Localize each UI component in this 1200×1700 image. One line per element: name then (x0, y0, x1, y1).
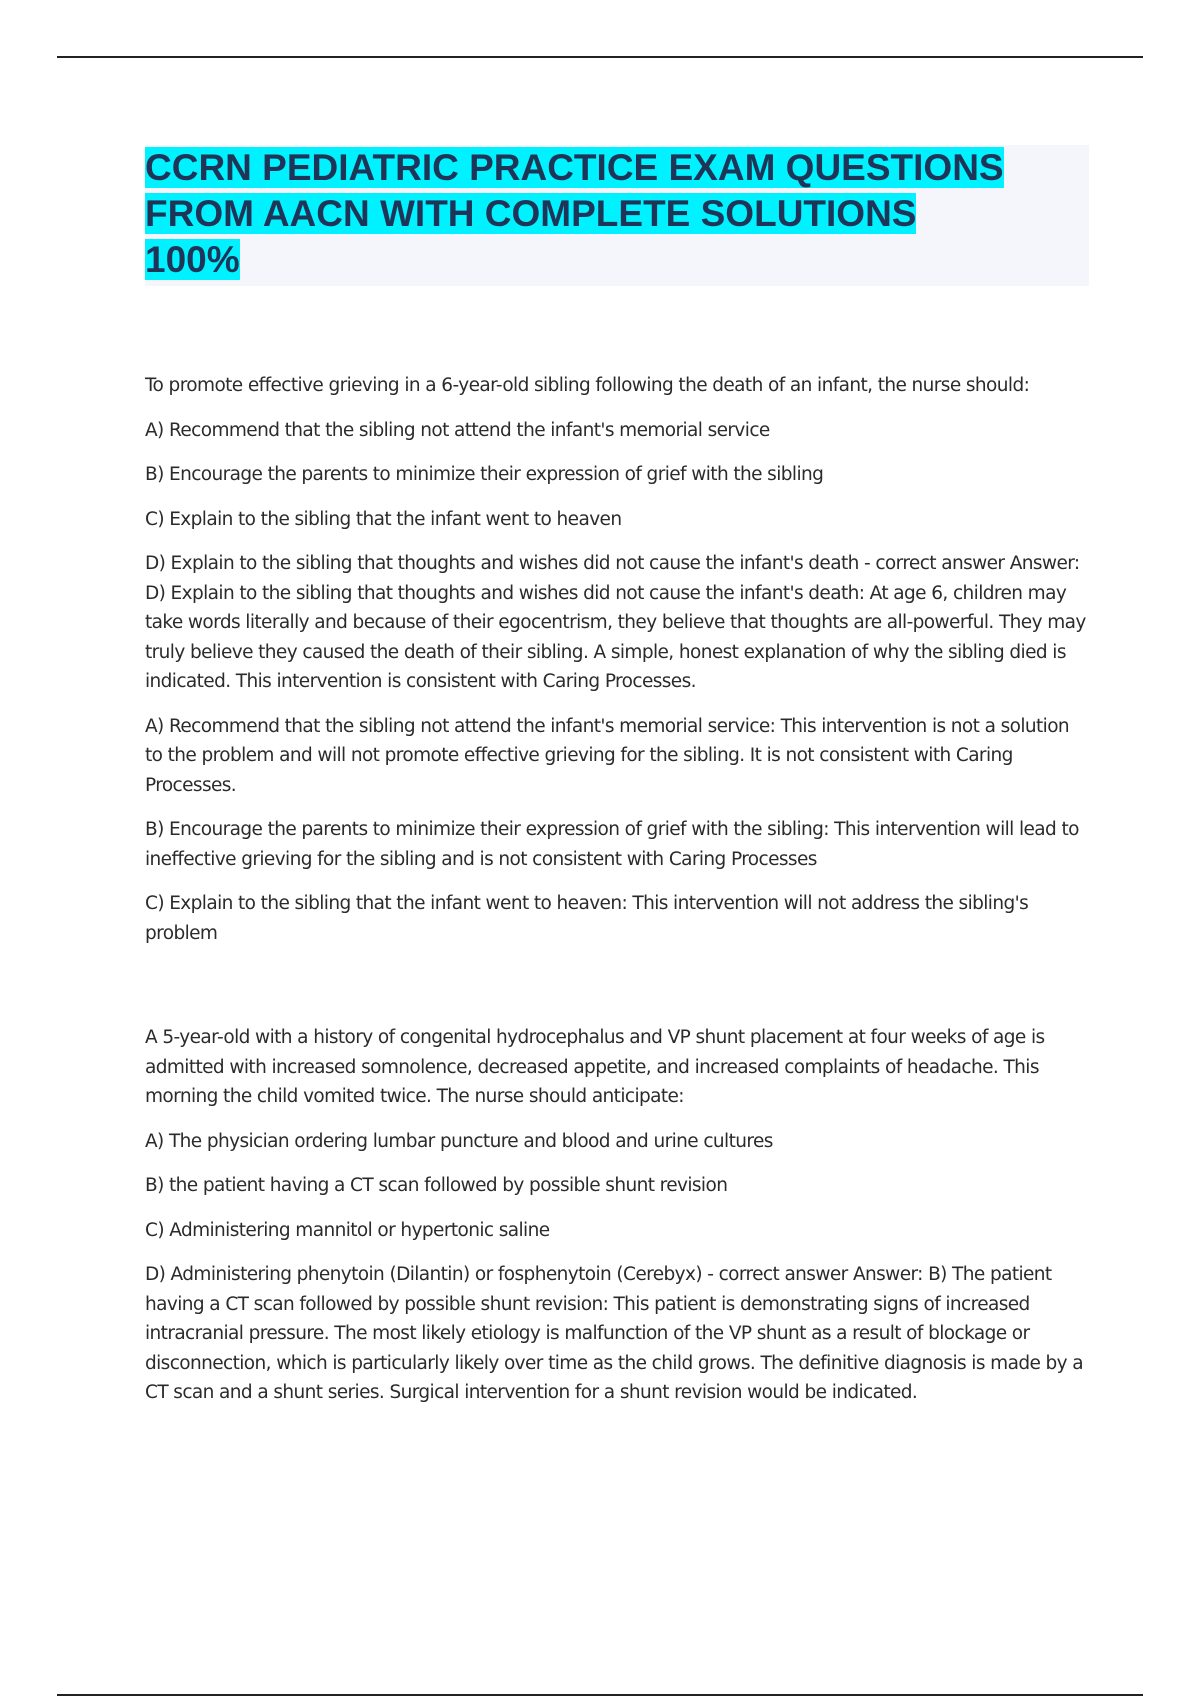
question-1-answer: D) Explain to the sibling that thoughts and wishes did not cause the infant's death - correct answer Answer: D) Explain to the sibling that thoughts and wishes did not cause the infant's death: At age 6, children may take words literally and because of their egocentrism, they believe that thoughts are all-powerful. They may truly believe they caused the death of their sibling. A simple, honest explanation of why the sibling died is indicated. This intervention is consistent with Caring Processes. (145, 553, 1086, 692)
title-line-3: 100% (145, 239, 240, 280)
document-body (145, 371, 1091, 1423)
question-1-rationale-c: C) Explain to the sibling that the infant went to heaven: This intervention will not address the sibling's problem (145, 893, 1029, 944)
question-1-option-a: A) Recommend that the sibling not attend the infant's memorial service (145, 419, 770, 441)
question-2-option-c: C) Administering mannitol or hypertonic saline (145, 1219, 550, 1241)
title-line-1: CCRN PEDIATRIC PRACTICE EXAM QUESTIONS (145, 147, 1004, 188)
question-2-option-b: B) the patient having a CT scan followed by possible shunt revision (145, 1175, 728, 1196)
question-1-stem: To promote effective grieving in a 6-year-old sibling following the death of an infant, the nurse should: (145, 375, 1030, 396)
question-1-option-b: B) Encourage the parents to minimize their expression of grief with the sibling (145, 464, 824, 485)
question-2-answer: D) Administering phenytoin (Dilantin) or fosphenytoin (Cerebyx) - correct answer Answer: B) The patient having a CT scan followed by possible shunt revision: This patient is demonstrating signs of increased intracranial pressure. The most likely etiology is malfunction of the VP shunt as a result of blockage or disconnection, which is particularly likely over time as the child grows. The definitive diagnosis is made by a CT scan and a shunt series. Surgical intervention for a shunt revision would be indicated. (145, 1264, 1084, 1403)
question-1-rationale-a: A) Recommend that the sibling not attend the infant's memorial service: This intervention is not a solution to the problem and will not promote effective grieving for the sibling. It is not consistent with Caring Processes. (145, 715, 1070, 796)
top-rule (57, 56, 1143, 58)
question-1-rationale-b: B) Encourage the parents to minimize their expression of grief with the sibling: This intervention will lead to ineffective grieving for the sibling and is not consistent with Caring Processes (145, 819, 1079, 870)
question-separator (145, 963, 1091, 1023)
bottom-rule (57, 1694, 1143, 1696)
question-1-option-c: C) Explain to the sibling that the infant went to heaven (145, 508, 622, 530)
title-line-2: FROM AACN WITH COMPLETE SOLUTIONS (145, 193, 917, 234)
document-title (145, 145, 1089, 286)
question-2-option-a: A) The physician ordering lumbar puncture and blood and urine cultures (145, 1130, 773, 1152)
question-2-stem: A 5-year-old with a history of congenital hydrocephalus and VP shunt placement at four weeks of age is admitted with increased somnolence, decreased appetite, and increased complaints of headache. This morning the child vomited twice. The nurse should anticipate: (145, 1027, 1045, 1107)
